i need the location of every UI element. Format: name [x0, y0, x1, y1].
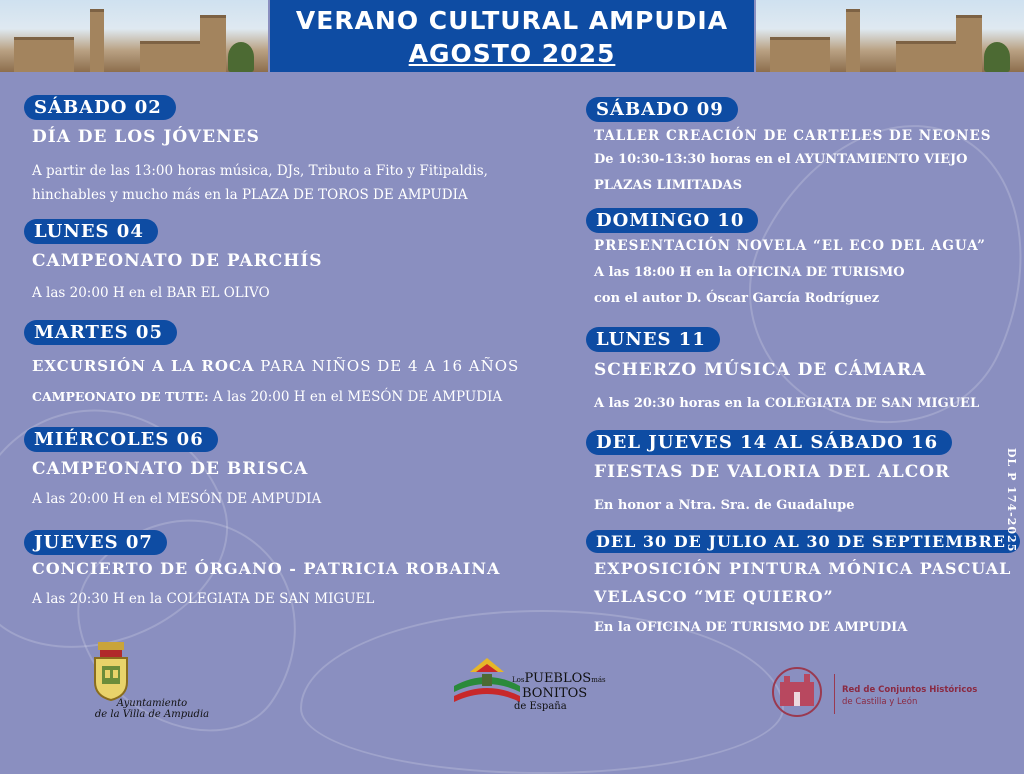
event-subtitle: CAMPEONATO DE TUTE:: [32, 389, 209, 404]
event-description: A las 20:30 horas en la COLEGIATA DE SAN MIGUEL: [594, 396, 980, 411]
event-title: EXPOSICIÓN PINTURA MÓNICA PASCUAL: [594, 559, 1012, 578]
event-date-badge: SÁBADO 09: [586, 97, 738, 122]
event-description: [32, 386, 502, 408]
ayuntamiento-logo-text: [92, 698, 212, 720]
page-title: VERANO CULTURAL AMPUDIA: [295, 6, 729, 35]
event-date-badge: SÁBADO 02: [24, 95, 176, 120]
red-line2: de Castilla y León: [842, 697, 918, 707]
event-title: FIESTAS DE VALORIA DEL ALCOR: [594, 462, 951, 482]
event-title: CAMPEONATO DE BRISCA: [32, 459, 309, 479]
pueblos-line2: BONITOS: [522, 686, 588, 701]
event-date-badge: DEL 30 DE JULIO AL 30 DE SEPTIEMBRE: [586, 530, 1020, 553]
event-date-badge: MARTES 05: [24, 320, 177, 345]
event-date-badge: LUNES 11: [586, 327, 720, 352]
pueblos-bonitos-logo-text: [512, 672, 606, 713]
red-conjuntos-divider: [834, 674, 835, 714]
pueblos-small2: más: [591, 676, 606, 684]
event-date-badge: MIÉRCOLES 06: [24, 427, 218, 452]
event-title-main: EXCURSIÓN A LA ROCA: [32, 357, 255, 375]
event-description: A partir de las 13:00 horas música, DJs, Tributo a Fito y Fitipaldis,: [32, 163, 488, 179]
ayuntamiento-line2: de la Villa de Ampudia: [94, 709, 210, 720]
castle-banner-left: [0, 0, 268, 72]
event-title-extra: PARA NIÑOS DE 4 A 16 AÑOS: [254, 357, 520, 375]
event-title: CONCIERTO DE ÓRGANO - PATRICIA ROBAINA: [32, 559, 501, 578]
castle-banner-right: [756, 0, 1024, 72]
event-title: CAMPEONATO DE PARCHÍS: [32, 251, 323, 271]
event-description: A las 20:30 H en la COLEGIATA DE SAN MIGUEL: [32, 591, 375, 607]
ampudia-coat-of-arms: [92, 640, 130, 702]
event-date-badge: DEL JUEVES 14 AL SÁBADO 16: [586, 430, 952, 455]
event-description: A las 20:00 H en el BAR EL OLIVO: [32, 285, 270, 301]
red-conjuntos-logo-icon: [768, 664, 826, 718]
event-description: En la OFICINA DE TURISMO DE AMPUDIA: [594, 620, 908, 635]
event-description: hinchables y mucho más en la PLAZA DE TOROS DE AMPUDIA: [32, 187, 468, 203]
event-date-badge: LUNES 04: [24, 219, 158, 244]
event-title: TALLER CREACIÓN DE CARTELES DE NEONES: [594, 128, 992, 144]
ayuntamiento-line1: Ayuntamiento: [116, 698, 188, 709]
event-title: [32, 357, 519, 375]
red-conjuntos-logo-text: [842, 684, 977, 708]
pueblos-small: Los: [512, 676, 525, 684]
event-date-badge: DOMINGO 10: [586, 208, 758, 233]
pueblos-line3: de España: [514, 701, 567, 712]
event-description: PLAZAS LIMITADAS: [594, 178, 742, 193]
event-title: DÍA DE LOS JÓVENES: [32, 127, 260, 147]
event-title: VELASCO “ME QUIERO”: [594, 587, 834, 606]
event-description: A las 18:00 H en la OFICINA DE TURISMO: [594, 265, 905, 280]
red-line1: Red de Conjuntos Históricos: [842, 685, 978, 695]
event-title: SCHERZO MÚSICA DE CÁMARA: [594, 360, 927, 380]
event-description: A las 20:00 H en el MESÓN DE AMPUDIA: [32, 491, 322, 507]
event-date-badge: JUEVES 07: [24, 530, 167, 555]
event-description: En honor a Ntra. Sra. de Guadalupe: [594, 498, 855, 513]
event-description: con el autor D. Óscar García Rodríguez: [594, 291, 880, 306]
legal-deposit: DL P 174-2025: [1005, 448, 1018, 553]
event-subtitle-text: A las 20:00 H en el MESÓN DE AMPUDIA: [208, 389, 503, 405]
pueblos-line1: PUEBLOS: [524, 671, 592, 686]
title-box: [270, 0, 754, 72]
event-title: PRESENTACIÓN NOVELA “EL ECO DEL AGUA”: [594, 238, 986, 254]
event-description: De 10:30-13:30 horas en el AYUNTAMIENTO VIEJO: [594, 152, 968, 167]
page-subtitle: AGOSTO 2025: [408, 39, 616, 68]
